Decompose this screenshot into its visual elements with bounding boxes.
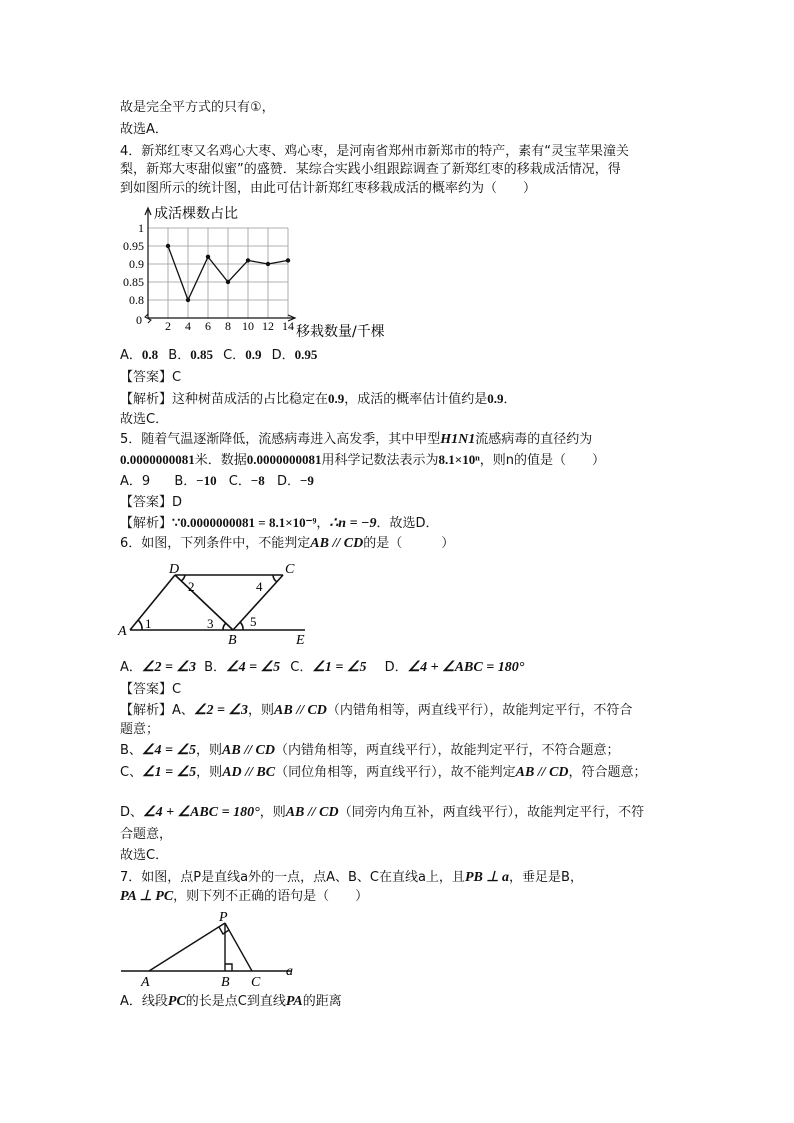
option-b-value: ∠4 = ∠5 (226, 660, 281, 675)
option-d-value: 0.95 (294, 347, 318, 362)
point-label-a: A (141, 975, 150, 990)
exp-value: 0.9 (328, 391, 345, 406)
q7-perpendicular-figure (115, 908, 315, 992)
chart-origin: 0 (136, 313, 142, 327)
y-tick-label: 0.95 (123, 239, 144, 253)
angle-arc-1 (138, 620, 142, 630)
point-label-c: C (285, 562, 295, 577)
point-label-p: P (219, 910, 228, 925)
number-value: 0.0000000081 (120, 452, 195, 467)
q6-options (120, 659, 524, 677)
q6-answer: 【答案】C (120, 682, 182, 697)
y-tick-label: 0.85 (123, 275, 144, 289)
data-point (266, 262, 270, 266)
x-tick-label: 8 (225, 319, 231, 333)
data-point (246, 258, 250, 262)
option-b-value: −10 (196, 473, 217, 488)
q5-stem-line2 (120, 451, 605, 470)
segment-pa (149, 923, 225, 971)
option-c-label[interactable]: C． (290, 660, 313, 675)
stem-math: AB // CD (310, 536, 364, 551)
q6-exp-c: C、∠1 = ∠5，则AD // BC（同位角相等，两直线平行），故不能判定AB // CD，符合题意； (120, 765, 647, 780)
angle-label-2: 2 (188, 579, 195, 594)
option-d-label[interactable]: D． (384, 660, 408, 675)
chart-axes (123, 208, 295, 333)
point-label-b: B (221, 975, 230, 990)
q5-options (120, 472, 314, 491)
exp-text: 【解析】 (120, 516, 173, 531)
point-label-c: C (251, 975, 261, 990)
exp-value: 0.9 (487, 391, 504, 406)
number-value: 0.0000000081 (246, 452, 322, 467)
virus-name: H1N1 (440, 432, 476, 447)
point-label-a: A (118, 624, 127, 639)
sci-notation: 8.1×10ⁿ (438, 452, 480, 467)
stem-text: 5．随着气温逐渐降低，流感病毒进入高发季，其中甲型 (120, 432, 441, 447)
x-tick-label: 14 (282, 319, 294, 333)
stem-text: 米．数据 (194, 453, 247, 468)
text-line: 故是完全平方式的只有①， (120, 100, 275, 115)
chart-grid (148, 228, 288, 318)
point-label-e: E (296, 633, 305, 647)
point-label-b: B (228, 633, 237, 647)
stem-text: 用科学记数法表示为 (321, 453, 439, 468)
q4-selection: 故选C． (120, 412, 169, 427)
q6-exp-d: D、∠4 + ∠ABC = 180°，则AB // CD（同旁内角互补，两直线平行），故能判定平行，不符 (120, 805, 645, 820)
x-tick-label: 2 (165, 319, 171, 333)
exp-text: ， (316, 516, 330, 531)
stem-text: 6．如图，下列条件中，不能判定 (120, 536, 311, 551)
option-a-label[interactable]: A． (120, 660, 142, 675)
q4-answer: 【答案】C (120, 370, 182, 385)
x-tick-label: 12 (262, 319, 274, 333)
option-a-label[interactable]: A．线段 (120, 994, 168, 1009)
option-c-value: ∠1 = ∠5 (312, 660, 367, 675)
angle-label-1: 1 (145, 616, 152, 631)
q4-stem-line1: 4．新郑红枣又名鸡心大枣、鸡心枣，是河南省郑州市新郑市的特产，素有“灵宝苹果潼关 (120, 144, 630, 159)
option-b-label[interactable]: B． (204, 660, 227, 675)
data-point (206, 255, 210, 259)
y-tick-label: 1 (138, 221, 144, 235)
angle-arc-3 (223, 623, 226, 630)
angle-arc-2 (181, 575, 185, 581)
q5-answer: 【答案】D (120, 495, 183, 510)
point-label-d: D (169, 562, 180, 577)
stem-text: 流感病毒的直径约为 (475, 432, 593, 447)
option-b-label[interactable]: B． (174, 474, 197, 489)
option-b-value: 0.85 (190, 347, 213, 362)
y-tick-label: 0.8 (129, 293, 144, 307)
exp-text: 【解析】这种树苗成活的占比稳定在 (120, 392, 329, 407)
stem-text: 的是（ ） (363, 536, 455, 551)
text-line: 故选A． (120, 122, 168, 137)
data-point (286, 258, 290, 262)
exp-math: ∴n = −9 (329, 516, 377, 531)
option-c-value: −8 (250, 473, 265, 488)
option-a-value: 0.8 (141, 347, 159, 362)
q6-exp-b: B、∠4 = ∠5，则AB // CD（内错角相等，两直线平行），故能判定平行，不符合题意； (120, 743, 620, 758)
q7-stem-line1: 7．如图，点P是直线a外的一点，点A、B、C在直线a上，且PB ⊥ a，垂足是B， (120, 870, 583, 885)
data-point (166, 244, 170, 248)
q4-options (120, 346, 317, 365)
q5-explanation (120, 514, 439, 533)
data-point (186, 298, 190, 302)
chart-xlabel: 移栽数量/千棵 (296, 324, 385, 340)
q7-stem-line2: PA ⊥ PC，则下列不正确的语句是（ ） (120, 889, 369, 904)
exp-text: ．故选D． (376, 516, 439, 531)
option-a-value: ∠2 = ∠3 (141, 660, 196, 675)
q5-stem-line1 (120, 431, 592, 449)
line-label-a: a (286, 964, 293, 979)
angle-arc-5 (240, 622, 243, 630)
option-a-label[interactable]: A． (120, 348, 142, 363)
option-c-label[interactable]: C． (223, 348, 246, 363)
exp-text: ． (503, 392, 517, 407)
stem-text: ，则n的值是（ ） (479, 453, 605, 468)
q4-stem-line3: 到如图所示的统计图，由此可估计新郑红枣移栽成活的概率约为（ ） (120, 181, 537, 196)
line-db (175, 575, 233, 630)
option-a-label[interactable]: A．9 (120, 474, 151, 489)
right-angle-b (225, 964, 232, 971)
exp-text: ，成活的概率估计值约是 (344, 392, 488, 407)
option-d-label[interactable]: D． (271, 348, 295, 363)
q4-line-chart (118, 200, 438, 340)
x-tick-label: 10 (242, 319, 254, 333)
x-tick-label: 4 (185, 319, 191, 333)
chart-ylabel: 成活棵数占比 (154, 206, 238, 222)
q6-exp-a-cont: 题意； (120, 722, 160, 737)
data-point (226, 280, 230, 284)
angle-label-5: 5 (250, 614, 257, 629)
option-c-label[interactable]: C． (228, 474, 251, 489)
q7-option-a: A．线段PC的长是点C到直线PA的距离 (120, 994, 342, 1009)
exp-math: ∵0.0000000081 = 8.1×10⁻⁹ (172, 515, 317, 530)
q6-exp-a: 【解析】A、∠2 = ∠3，则AB // CD（内错角相等，两直线平行），故能判定平行，不符合 (120, 703, 633, 718)
option-d-value: −9 (299, 473, 314, 488)
angle-arc-4 (273, 575, 277, 582)
q6-exp-d-cont: 合题意， (120, 827, 173, 842)
option-b-label[interactable]: B． (168, 348, 191, 363)
x-tick-label: 6 (205, 319, 211, 333)
q4-explanation (120, 390, 517, 409)
q4-stem-line2: 梨，新郑大枣甜似蜜”的盛赞．某综合实践小组跟踪调查了新郑红枣的移栽成活情况，得 (120, 162, 621, 177)
angle-label-4: 4 (256, 579, 263, 594)
option-d-label[interactable]: D． (276, 474, 300, 489)
q6-stem (120, 535, 454, 553)
y-tick-label: 0.9 (129, 257, 144, 271)
q6-parallel-figure (115, 562, 325, 647)
option-c-value: 0.9 (245, 347, 262, 362)
line-ad (130, 575, 175, 630)
angle-label-3: 3 (207, 616, 214, 631)
option-d-value: ∠4 + ∠ABC = 180° (407, 660, 525, 675)
q6-selection: 故选C． (120, 848, 169, 863)
